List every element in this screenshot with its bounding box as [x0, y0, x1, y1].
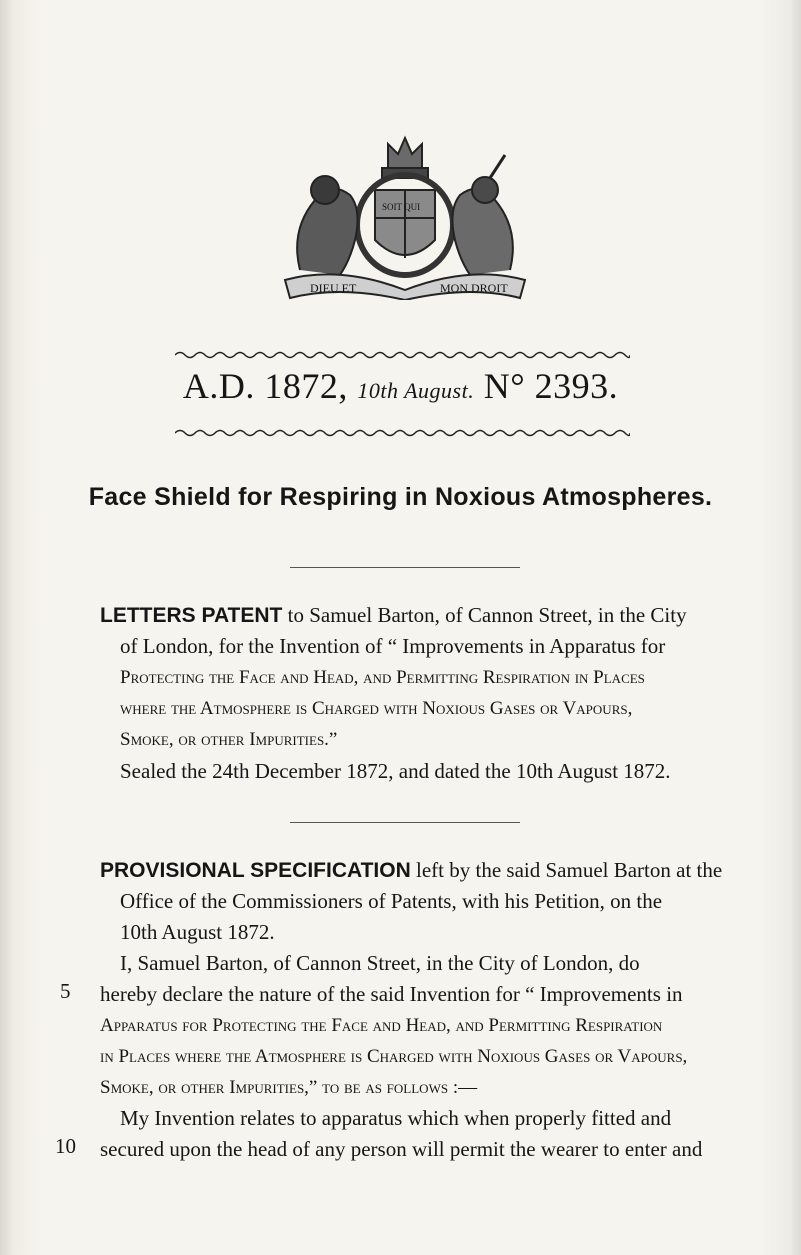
- letters-patent-line: to Samuel Barton, of Cannon Street, in the City: [287, 603, 687, 627]
- provisional-lead: PROVISIONAL SPECIFICATION: [100, 859, 411, 882]
- declaration-line: in Places where the Atmosphere is Charged with Noxious Gases or Vapours,: [100, 1046, 688, 1067]
- coat-of-arms-icon: [270, 130, 540, 300]
- ad-year: A.D. 1872,: [182, 366, 348, 406]
- letters-patent-line: of London, for the Invention of “ Improvements in Apparatus for: [120, 634, 666, 658]
- wavy-rule-bottom: [175, 428, 630, 438]
- provisional-paragraph: [100, 855, 760, 948]
- letters-patent-line: Smoke, or other Impurities.”: [120, 729, 338, 750]
- divider-1: [290, 567, 520, 568]
- divider-2: [290, 822, 520, 823]
- declaration-line: hereby declare the nature of the said Invention for “ Improvements in: [100, 982, 683, 1006]
- letters-patent-lead: LETTERS PATENT: [100, 604, 283, 627]
- provisional-line: left by the said Samuel Barton at the: [416, 858, 723, 882]
- patent-title: Face Shield for Respiring in Noxious Atmospheres.: [88, 483, 713, 511]
- declaration-paragraph: [100, 948, 760, 1103]
- line-number: 5: [60, 979, 71, 1003]
- motto-left: DIEU ET: [310, 281, 357, 295]
- motto-right: MON DROIT: [440, 281, 508, 295]
- declaration-line: Smoke, or other Impurities,” to be as follows :—: [100, 1077, 478, 1098]
- patent-date-line: [0, 365, 801, 407]
- garter-text: SOIT QUI: [382, 202, 421, 212]
- line-number: 10: [55, 1134, 76, 1158]
- invention-line: secured upon the head of any person will permit the wearer to enter and: [100, 1137, 703, 1161]
- provisional-line: 10th August 1872.: [120, 920, 275, 944]
- letters-patent-line: Protecting the Face and Head, and Permitting Respiration in Places: [120, 667, 645, 688]
- sealed-line: Sealed the 24th December 1872, and dated the 10th August 1872.: [120, 759, 671, 783]
- patent-date: 10th August.: [357, 378, 475, 403]
- invention-paragraph: [100, 1103, 760, 1165]
- provisional-line: Office of the Commissioners of Patents, with his Petition, on the: [120, 889, 663, 913]
- invention-line: My Invention relates to apparatus which when properly fitted and: [120, 1106, 672, 1130]
- wavy-rule-top: [175, 350, 630, 360]
- patent-number: N° 2393.: [483, 366, 619, 406]
- letters-patent-paragraph: [100, 600, 740, 755]
- declaration-line: I, Samuel Barton, of Cannon Street, in the City of London, do: [120, 951, 640, 975]
- declaration-line: Apparatus for Protecting the Face and Head, and Permitting Respiration: [100, 1015, 663, 1036]
- letters-patent-line: where the Atmosphere is Charged with Noxious Gases or Vapours,: [120, 698, 633, 719]
